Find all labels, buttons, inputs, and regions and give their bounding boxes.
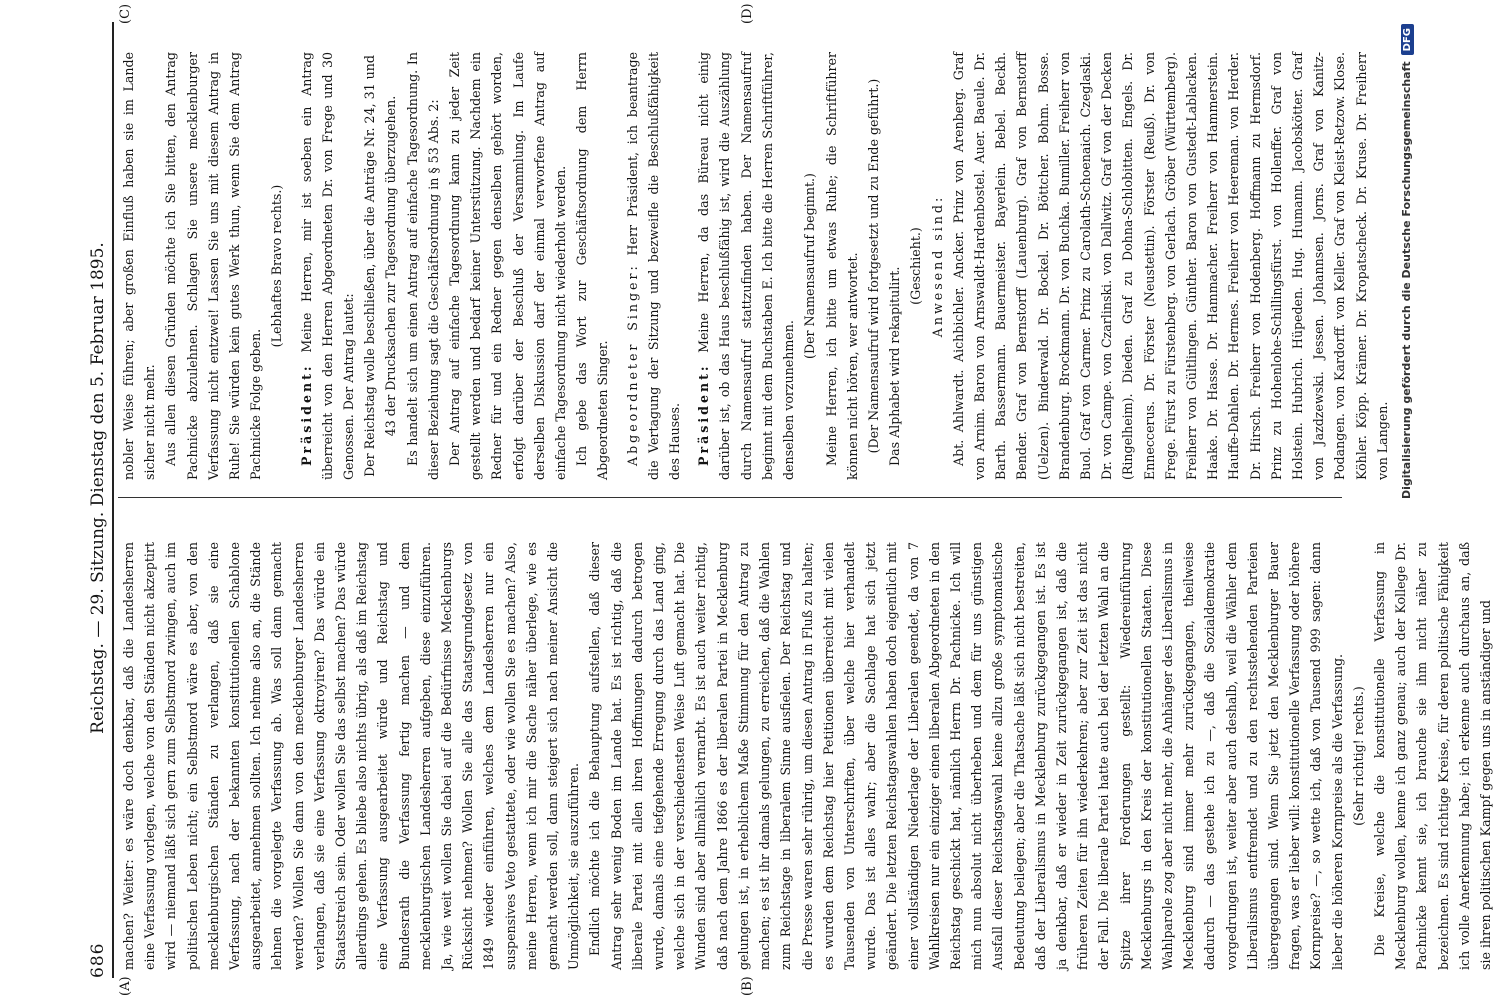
paragraph: Meine Herren, ich bitte um etwas Ruhe; die Schriftführer können nicht hören, wer antwortet.: [823, 52, 860, 480]
paragraph: Das Alphabet wird rekapitulirt.: [887, 266, 903, 466]
left-column: [118, 542, 1493, 970]
paragraph: machen? Weiter: es wäre doch denkbar, daß die Landesherren eine Verfassung vorlegen, welche von den Ständen nicht akzeptirt wird — niemand läßt sich gern zum Selbstmord zwingen, auch im politischen Leben nicht; ein Selbstmord wäre es aber, von den mecklenburgischen Ständen zu verlangen, daß sie eine Verfassung, nach der bekannten konstitutionellen Schablone ausgearbeitet, annehmen sollten. Ich nehme also an, die Stände lehnen die vorgelegte Verfassung ab. Was soll dann gemacht werden? Wollen Sie dann von den mecklenburger Landesherren verlangen, daß sie eine Verfassung oktroyiren? Das würde ein Staatsstreich sein. Oder wollen Sie das selbst machen? Das würde allerdings gehen. Es bliebe also nichts übrig, als daß im Reichstag eine Verfassung ausgearbeitet würde und Reichstag und Bundesrath die Verfassung fertig machen — und dem mecklenburgischen Landesherren aufgeben, diese einzuführen. Ja, wie weit wollen Sie dabei auf die Bedürfnisse Mecklenburgs Rücksicht nehmen? Wollen Sie alle das Staatsgrundgesetz von 1849 wieder einführen, welches dem Landesherren nur ein suspensives Veto gestattete, oder wie wollen Sie es machen? Also, meine Herren, wenn ich mir die Sache näher überlege, wie es gemacht werden soll, dann steigert sich nach meiner Ansicht die Unmöglichkeit, sie auszuführen.: [121, 542, 582, 970]
right-column: [118, 52, 1390, 480]
credit-text: Digitalisierung gefördert durch die Deutsche Forschungsgemeinschaft: [1400, 61, 1413, 500]
speaker-label: Präsident:: [298, 363, 314, 466]
speaker-label: Abgeordneter Singer:: [624, 263, 640, 466]
margin-marker-d: (D): [740, 3, 755, 24]
margin-marker-c: (C): [118, 3, 133, 24]
speech-paragraph: [622, 52, 686, 480]
column-divider: [118, 497, 1342, 498]
speech-text: Herr Präsident, ich beantrage die Vertagung der Sitzung und bezweifle die Beschlußfähigkeit des Hauses.: [624, 52, 683, 480]
page-header: [82, 22, 116, 978]
paragraph: Es handelt sich um einen Antrag auf einfache Tagesordnung. In dieser Beziehung sagt die Geschäftsordnung in § 53 Abs. 2:: [404, 52, 441, 480]
page-title: Reichstag. — 29. Sitzung. Dienstag den 5. Februar 1895.: [88, 242, 108, 734]
paragraph: Endlich möchte ich die Behauptung aufstellen, daß dieser Antrag sehr wenig Boden im Lande hat. Es ist richtig, daß die liberale Partei mit allen ihren Hoffnungen dadurch betrogen wurde, damals eine tiefgehende Erregung durch das Land ging, welche sich in der verschiedensten Weise Luft gemacht hat. Die Wunden sind aber allmählich vernarbt. Es ist auch weiter richtig, daß nach dem Jahre 1866 es der liberalen Partei in Mecklenburg gelungen ist, in erheblichem Maße Stimmung für den Antrag zu machen; es ist ihr damals gelungen, zu erreichen, daß die Wahlen zum Reichstage in liberalem Sinne ausfielen. Der Reichstag und die Presse waren sehr rührig, um diesen Antrag in Fluß zu halten; es wurden dem Reichstag hier Petitionen überreicht mit vielen Tausenden von Unterschriften, über welche hier verhandelt wurde. Das ist alles wahr; aber die Sachlage hat sich jetzt geändert. Die letzten Reichstagswahlen haben doch eigentlich mit einer vollständigen Niederlage der Liberalen geendet, da von 7 Wahlkreisen nur ein einziger einen liberalen Abgeordneten in den Reichstag geschickt hat, nämlich Herrn Dr. Pachnicke. Ich will mich nun absolut nicht überheben und dem für uns günstigen Ausfall dieser Reichstagswahl keine allzu große symptomatische Bedeutung beilegen; aber die Thatsache läßt sich nicht bestreiten, daß der Liberalismus in Mecklenburg zurückgegangen ist. Es ist ja denkbar, daß er wieder in Zeit zurückgegangen ist, daß die früheren Zeiten für ihn wiederkehren; aber zur Zeit ist das nicht der Fall. Die liberale Partei hatte auch bei der letzten Wahl an die Spitze ihrer Forderungen gestellt: Wiedereinführung Mecklenburgs in den Kreis der konstitutionellen Staaten. Diese Wahlparole zog aber nicht mehr, die Anhänger des Liberalismus in Mecklenburg sind immer mehr zurückgegangen, theilweise dadurch — das gestehe ich zu —, daß die Sozialdemokratie vorgedrungen ist, weiter aber auch deshalb, weil die Wähler dem Liberalismus entfremdet und zu den rechtsstehenden Parteien übergegangen sind. Wenn Sie jetzt den Mecklenburger Bauer fragen, was er lieber will: konstitutionelle Verfassung oder höhere Kornpreise? —, so wette ich, daß von Tausend 999 sagen: dann lieber die höheren Kornpreise als die Verfassung.: [587, 542, 1345, 970]
speech-paragraph: [693, 52, 799, 480]
speech-paragraph: [296, 52, 360, 480]
speech-text: Meine Herren, mir ist soeben ein Antrag überreicht von den Herren Abgeordneten Dr. von Frege und 30 Genossen. Der Antrag lautet:: [298, 52, 357, 480]
margin-marker-b: (B): [740, 976, 755, 996]
paragraph: Aus allen diesen Gründen möchte ich Sie bitten, den Antrag Pachnicke abzulehnen. Schlagen Sie unsere mecklenburger Verfassung nicht entzwei! Lassen Sie uns mit diesem Antrag in Ruhe! Sie würden kein gutes Werk thun, wenn Sie dem Antrag Pachnicke Folge geben.: [163, 52, 264, 480]
attendance-heading: Anwesend sind:: [929, 194, 945, 338]
speaker-label: Präsident:: [696, 363, 712, 466]
paragraph: nobler Weise führen; aber großen Einfluß haben sie im Lande sicher nicht mehr.: [121, 52, 158, 480]
interjection: (Sehr richtig! rechts.): [1350, 686, 1366, 826]
interjection: (Der Namensaufruf wird fortgesetzt und zu Ende geführt.): [865, 78, 881, 454]
page-number: 686: [88, 942, 108, 978]
dfg-logo: DFG: [1401, 24, 1414, 55]
attendance-list: Abt. Ahlwardt. Aichbichler. Ancker. Prinz von Arenberg. Graf von Arnim. Baron von Arnswaldt-Hardenbostel. Auer. Baeule. Dr. Barth. Bassermann. Bauermeister. Bayerlein. Bebel. Beckh. Bender. Graf von Bernstorff (Lauenburg). Graf von Bernstorff (Uelzen). Binderwald. Dr. Bockel. Dr. Böttcher. Bohm. Bosse. Brandenburg. Brockmann. Dr. von Buchka. Bumiller. Freiherr von Buol. Graf von Carmer. Prinz zu Carolath-Schoenaich. Czeglaski. Dr. von Campe. von Czarlinski. von Dallwitz. Graf von der Decken (Ringelheim). Dieden. Graf zu Dohna-Schlobitten. Engels. Dr. Enneccerus. Dr. Förster (Neustettin). Förster (Reuß). Dr. von Frege. Fürst zu Fürstenberg. von Gerlach. Gröber (Württemberg). Freiherr von Gültlingen. Günther. Baron von Gustedt-Lablacken. Haake. Dr. Hasse. Dr. Hammacher. Freiherr von Hammerstein. Hauffe-Dahlen. Dr. Hermes. Freiherr von Heereman. von Herder. Dr. Hirsch. Freiherr von Hodenberg. Hoffmann zu Hermsdorf. Prinz zu Hohenlohe-Schillingsfürst. von Hollenffer. Graf von Holstein. Hubrich. Hüpeden. Hug. Humann. Jacobskötter. Graf von Jazdzewski. Jessen. Johannsen. Jorns. Graf von Kanitz-Podangen. von Kardorff. von Keller. Graf von Kleist-Retzow. Klose. Köhler. Köpp. Krämer. Dr. Kropatscheck. Dr. Kruse. Dr. Freiherr von Langen.: [950, 52, 1390, 480]
header-rule: [112, 22, 114, 978]
interjection: (Geschieht.): [908, 227, 924, 305]
digitization-credit: [1400, 0, 1414, 1000]
interjection: (Lebhaftes Bravo rechts.): [269, 184, 285, 348]
motion-text: Der Reichstag wolle beschließen, über die Anträge Nr. 24, 31 und 43 der Drucksachen zur Tagesordnung überzugehen.: [362, 55, 399, 477]
speech-text: Meine Herren, da das Büreau nicht einig darüber ist, ob das Haus beschlußfähig ist, wird die Auszählung durch Namensaufruf stattzufinden haben. Der Namensaufruf beginnt mit dem Buchstaben E. Ich bitte die Herren Schriftführer, denselben vorzunehmen.: [696, 52, 797, 480]
paragraph: Ich gebe das Wort zur Geschäftsordnung dem Herrn Abgeordneten Singer.: [574, 52, 611, 480]
margin-marker-a: (A): [118, 976, 133, 996]
paragraph: Die Kreise, welche die konstitutionelle Verfassung in Mecklenburg wollen, kenne ich ganz genau; auch der Kollege Dr. Pachnicke kennt sie, ich brauche sie ihm nicht näher zu bezeichnen. Es sind richtige Kreise, für deren politische Fähigkeit ich volle Anerkennung habe; ich erkenne auch durchaus an, daß sie ihren politischen Kampf gegen uns in anständiger und: [1371, 542, 1493, 970]
interjection: (Der Namensaufruf beginnt.): [802, 173, 818, 359]
quoted-rule: Der Antrag auf einfache Tagesordnung kann zu jeder Zeit gestellt werden und bedarf keiner Unterstützung. Nachdem ein Redner für und ein Redner gegen denselben gehört worden, erfolgt darüber der Beschluß der Versammlung. Im Laufe derselben Diskussion darf der einmal verworfene Antrag auf einfache Tagesordnung nicht wiederholt werden.: [447, 52, 569, 480]
